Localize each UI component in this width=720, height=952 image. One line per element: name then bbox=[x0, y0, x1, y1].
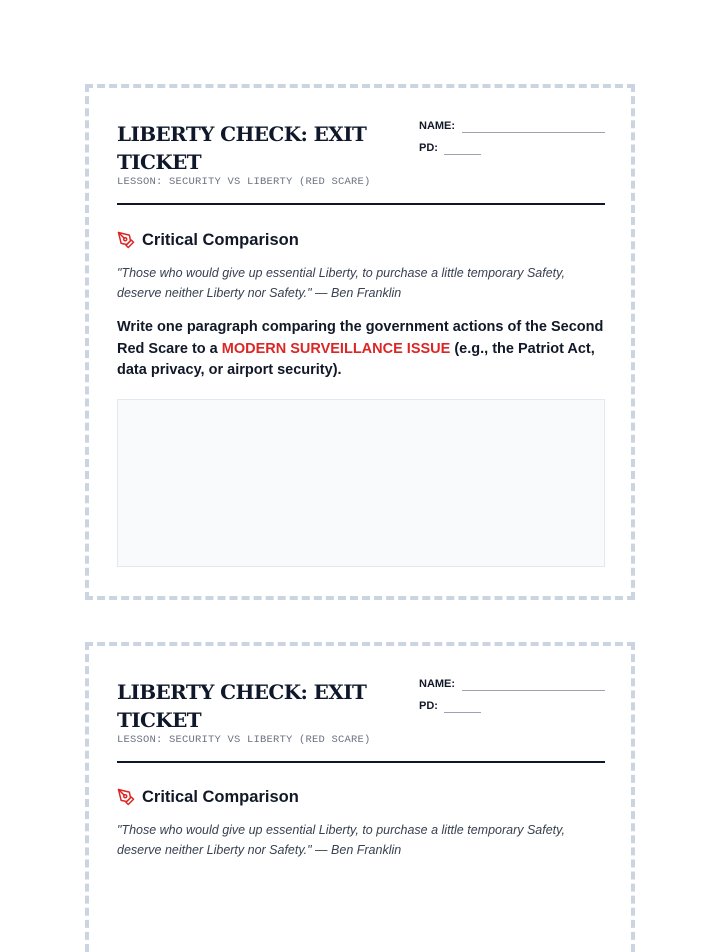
pen-nib-icon bbox=[117, 231, 135, 249]
writing-prompt bbox=[117, 317, 612, 382]
period-field[interactable] bbox=[444, 712, 481, 713]
lesson-subtitle: LESSON: SECURITY VS LIBERTY (RED SCARE) bbox=[117, 734, 371, 746]
franklin-quote: "Those who would give up essential Liberty, to purchase a little temporary Safety, deserve neither Liberty nor Safety." — Ben Franklin bbox=[117, 266, 565, 300]
header-divider bbox=[117, 203, 605, 205]
period-label: PD: bbox=[419, 142, 438, 154]
name-field[interactable] bbox=[462, 132, 605, 133]
exit-ticket bbox=[85, 642, 635, 952]
exit-ticket bbox=[85, 84, 635, 600]
period-label: PD: bbox=[419, 700, 438, 712]
ticket-header bbox=[117, 678, 611, 764]
lesson-subtitle: LESSON: SECURITY VS LIBERTY (RED SCARE) bbox=[117, 176, 371, 188]
section-title: Critical Comparison bbox=[142, 787, 299, 806]
pen-nib-icon bbox=[117, 788, 135, 806]
prompt-text: Write one paragraph comparing the government actions of the Second Red Scare to a bbox=[117, 319, 604, 357]
ticket-title: LIBERTY CHECK: EXIT TICKET bbox=[117, 122, 367, 174]
prompt-highlight: MODERN SURVEILLANCE ISSUE bbox=[221, 340, 451, 357]
name-label: NAME: bbox=[419, 678, 456, 690]
name-field[interactable] bbox=[462, 690, 605, 691]
franklin-quote: "Those who would give up essential Liberty, to purchase a little temporary Safety, deserve neither Liberty nor Safety." — Ben Franklin bbox=[117, 823, 565, 857]
section-title: Critical Comparison bbox=[142, 230, 299, 249]
name-label: NAME: bbox=[419, 120, 456, 132]
section-heading bbox=[117, 229, 299, 251]
prompt-text-end: (e.g., the Patriot Act, data privacy, or airport security). bbox=[117, 340, 595, 378]
ticket-header bbox=[117, 120, 611, 206]
header-divider bbox=[117, 761, 605, 763]
ticket-title: LIBERTY CHECK: EXIT TICKET bbox=[117, 680, 367, 732]
period-field[interactable] bbox=[444, 154, 481, 155]
answer-box[interactable] bbox=[117, 399, 605, 567]
section-heading bbox=[117, 786, 299, 808]
